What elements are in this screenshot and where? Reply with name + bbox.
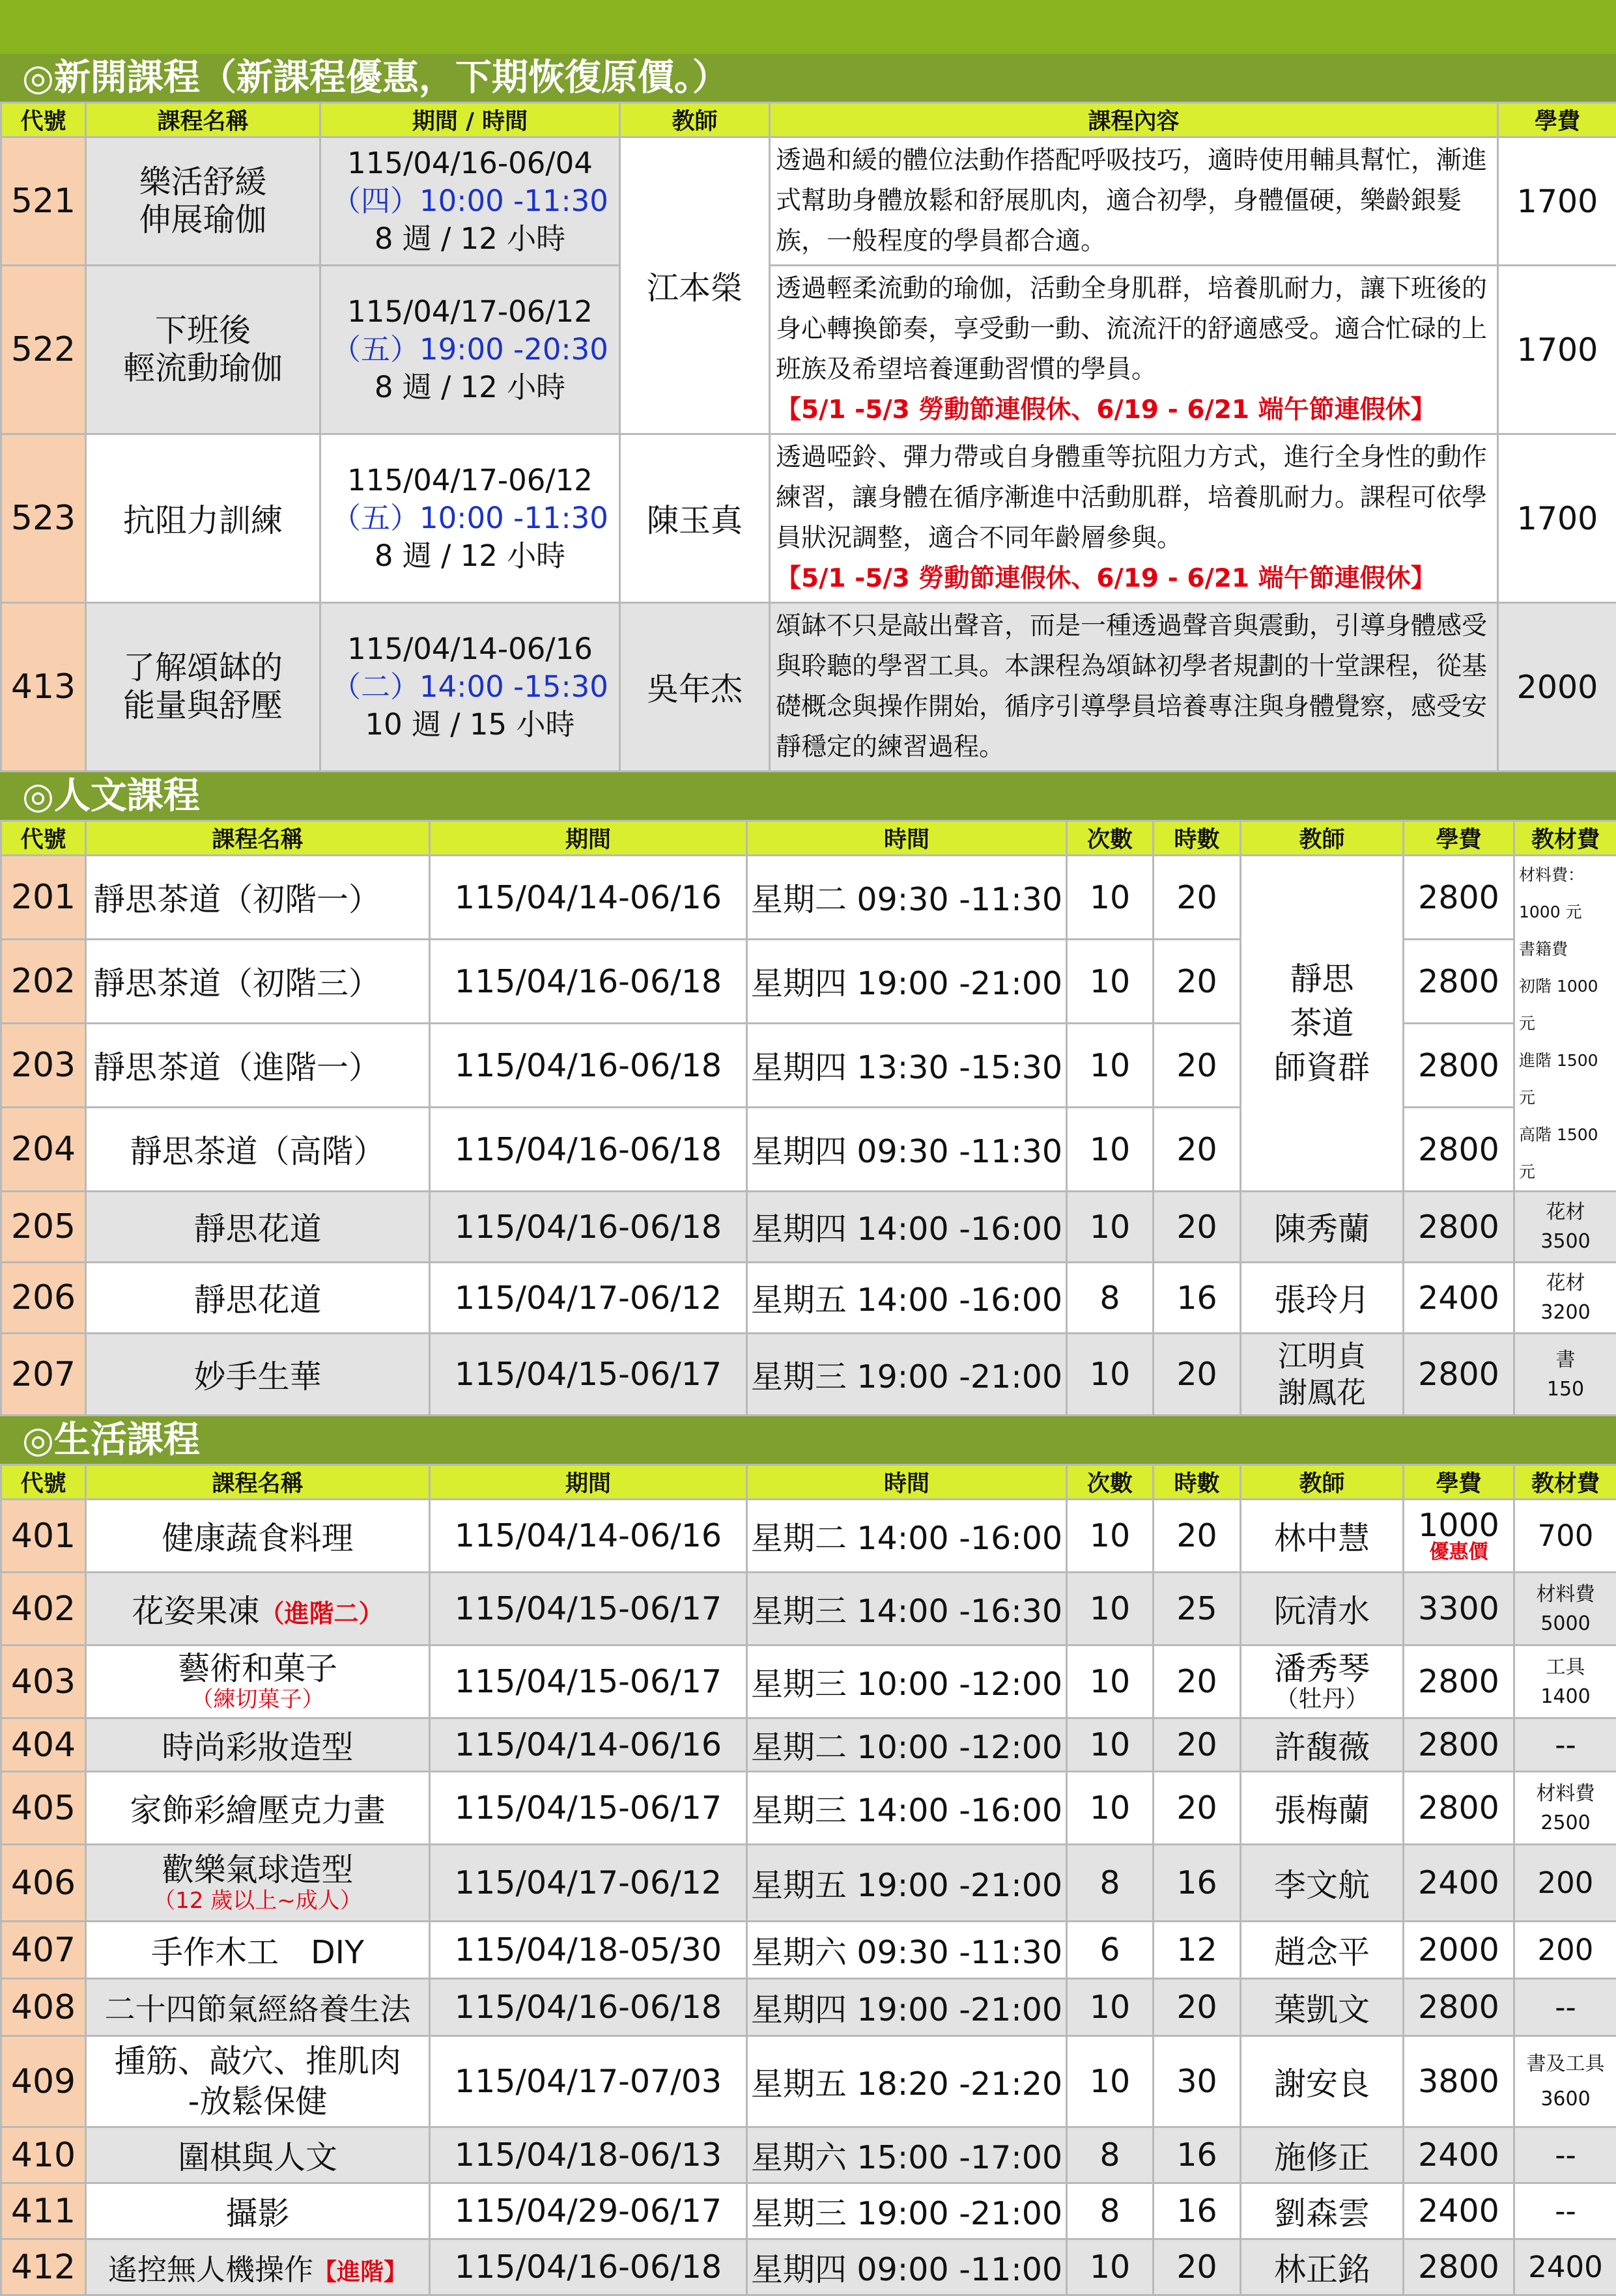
- course-name: 靜思茶道（高階）: [86, 1108, 430, 1192]
- course-period: 115/04/16-06/18: [430, 1108, 747, 1192]
- col-header: 時數: [1154, 1465, 1241, 1500]
- course-code: 404: [1, 1718, 86, 1772]
- course-teacher: 施修正: [1241, 2127, 1404, 2183]
- course-period: 115/04/15-06/17: [430, 1334, 747, 1416]
- col-header: 教材費: [1514, 821, 1616, 856]
- course-fee: 2400: [1404, 2183, 1514, 2239]
- course-fee: 3300: [1404, 1573, 1514, 1645]
- course-code: 413: [1, 603, 86, 772]
- course-fee: 2800: [1404, 1772, 1514, 1845]
- course-count: 6: [1067, 1922, 1154, 1979]
- course-time: 星期二 09:30 -11:30: [747, 856, 1067, 940]
- course-hours: 20: [1154, 1024, 1241, 1108]
- course-period: 115/04/18-05/30: [430, 1922, 747, 1979]
- course-period: 115/04/14-06/16: [430, 856, 747, 940]
- section-title-new: ◎新開課程（新課程優惠，下期恢復原價。）: [0, 54, 1616, 102]
- course-name: 手作木工 DIY: [86, 1922, 430, 1979]
- course-count: 10: [1067, 1979, 1154, 2036]
- table-row: [1, 434, 1616, 603]
- course-content: 透過和緩的體位法動作搭配呼吸技巧，適時使用輔具幫忙，漸進式幫助身體放鬆和舒展肌肉，適合初學，身體僵硬，樂齡銀髮族，一般程度的學員都合適。: [770, 137, 1498, 266]
- col-header: 代號: [1, 103, 86, 137]
- course-period: 115/04/16-06/18: [430, 1024, 747, 1108]
- course-count: 10: [1067, 1772, 1154, 1845]
- course-fee: 2800: [1404, 1108, 1514, 1192]
- course-period: 115/04/17-06/12 （五）10:00 -11:30 8 週 / 12 小時: [320, 434, 620, 603]
- course-hours: 20: [1154, 1772, 1241, 1845]
- course-code: 523: [1, 434, 86, 603]
- col-header: 課程內容: [770, 103, 1498, 137]
- course-count: 10: [1067, 1645, 1154, 1718]
- course-time: 星期三 14:00 -16:00: [747, 1772, 1067, 1845]
- table-row: [1, 856, 1616, 940]
- course-hours: 30: [1154, 2036, 1241, 2127]
- course-period: 115/04/15-06/17: [430, 1645, 747, 1718]
- course-period: 115/04/16-06/04 （四）10:00 -11:30 8 週 / 12 小時: [320, 137, 620, 266]
- course-material: 材料費 2500: [1514, 1772, 1616, 1845]
- course-name: 靜思茶道（初階一）: [86, 856, 430, 940]
- course-time: 星期三 14:00 -16:30: [747, 1573, 1067, 1645]
- col-header: 代號: [1, 1465, 86, 1500]
- course-count: 10: [1067, 1718, 1154, 1772]
- course-name: 二十四節氣經絡養生法: [86, 1979, 430, 2036]
- course-material: 材料費 5000: [1514, 1573, 1616, 1645]
- course-count: 8: [1067, 1263, 1154, 1334]
- course-hours: 16: [1154, 2127, 1241, 2183]
- course-time: 星期四 09:00 -11:00: [747, 2239, 1067, 2295]
- course-name: 靜思茶道（進階一）: [86, 1024, 430, 1108]
- course-name: 抗阻力訓練: [86, 434, 320, 603]
- col-header: 教師: [1241, 1465, 1404, 1500]
- course-time: 星期五 18:20 -21:20: [747, 2036, 1067, 2127]
- section-title-life: ◎生活課程: [0, 1416, 1616, 1464]
- course-material: 2400: [1514, 2239, 1616, 2295]
- course-code: 522: [1, 266, 86, 434]
- col-header: 期間: [430, 1465, 747, 1500]
- course-count: 10: [1067, 1192, 1154, 1263]
- course-code: 521: [1, 137, 86, 266]
- course-time: 星期六 09:30 -11:30: [747, 1922, 1067, 1979]
- course-fee: 2800: [1404, 1979, 1514, 2036]
- course-time: 星期五 19:00 -21:00: [747, 1845, 1067, 1922]
- table-row: [1, 1192, 1616, 1263]
- course-hours: 20: [1154, 856, 1241, 940]
- course-fee: 2800: [1404, 1024, 1514, 1108]
- course-hours: 12: [1154, 1922, 1241, 1979]
- course-code: 412: [1, 2239, 86, 2295]
- life-course-table: [0, 1464, 1616, 2296]
- course-fee: 3800: [1404, 2036, 1514, 2127]
- course-teacher: 吳年杰: [620, 603, 770, 772]
- course-hours: 20: [1154, 1645, 1241, 1718]
- course-hours: 20: [1154, 940, 1241, 1024]
- new-course-table: [0, 102, 1616, 772]
- course-teacher: 張玲月: [1241, 1263, 1404, 1334]
- humanities-course-table: [0, 820, 1616, 1416]
- course-time: 星期三 19:00 -21:00: [747, 1334, 1067, 1416]
- table-row: [1, 137, 1616, 266]
- course-count: 10: [1067, 1024, 1154, 1108]
- col-header: 期間: [430, 821, 747, 856]
- col-header: 教材費: [1514, 1465, 1616, 1500]
- course-fee: 2800: [1404, 856, 1514, 940]
- course-name: 時尚彩妝造型: [86, 1718, 430, 1772]
- course-period: 115/04/14-06/16 （二）14:00 -15:30 10 週 / 15 小時: [320, 603, 620, 772]
- col-header: 期間 / 時間: [320, 103, 620, 137]
- col-header: 次數: [1067, 1465, 1154, 1500]
- col-header: 次數: [1067, 821, 1154, 856]
- course-name: 攝影: [86, 2183, 430, 2239]
- course-fee: 2800: [1404, 1718, 1514, 1772]
- course-count: 10: [1067, 2036, 1154, 2127]
- course-name: 家飾彩繪壓克力畫: [86, 1772, 430, 1845]
- course-hours: 20: [1154, 1108, 1241, 1192]
- course-time: 星期四 09:30 -11:30: [747, 1108, 1067, 1192]
- course-code: 203: [1, 1024, 86, 1108]
- course-teacher: 許馥薇: [1241, 1718, 1404, 1772]
- course-hours: 16: [1154, 2183, 1241, 2239]
- course-code: 207: [1, 1334, 86, 1416]
- course-fee: 1700: [1498, 266, 1616, 434]
- course-fee: 2800: [1404, 1334, 1514, 1416]
- course-period: 115/04/18-06/13: [430, 2127, 747, 2183]
- course-material: 700: [1514, 1500, 1616, 1573]
- course-count: 10: [1067, 2239, 1154, 2295]
- course-period: 115/04/15-06/17: [430, 1772, 747, 1845]
- course-time: 星期四 19:00 -21:00: [747, 1979, 1067, 2036]
- course-content: 透過啞鈴、彈力帶或自身體重等抗阻力方式，進行全身性的動作練習，讓身體在循序漸進中活動肌群，培養肌耐力。課程可依學員狀況調整，適合不同年齡層參與。 【5/1 -5/3 勞動節連假休、6/19 - 6/21 端午節連假休】: [770, 434, 1498, 603]
- table-row: [1, 603, 1616, 772]
- col-header: 時間: [747, 1465, 1067, 1500]
- course-sheet: [0, 54, 1616, 2229]
- course-material: 200: [1514, 1922, 1616, 1979]
- course-name: 靜思茶道（初階三）: [86, 940, 430, 1024]
- course-code: 405: [1, 1772, 86, 1845]
- course-teacher: 潘秀琴 （牡丹）: [1241, 1645, 1404, 1718]
- table-row: [1, 1772, 1616, 1845]
- table-row: [1, 1645, 1616, 1718]
- course-material: --: [1514, 1718, 1616, 1772]
- table-row: [1, 1573, 1616, 1645]
- course-teacher: 靜思 茶道 師資群: [1241, 856, 1404, 1192]
- course-hours: 20: [1154, 1192, 1241, 1263]
- col-header: 學費: [1498, 103, 1616, 137]
- course-teacher: 葉凱文: [1241, 1979, 1404, 2036]
- course-material: --: [1514, 2127, 1616, 2183]
- course-name: 了解頌缽的 能量與舒壓: [86, 603, 320, 772]
- course-material: 書及工具 3600: [1514, 2036, 1616, 2127]
- course-code: 406: [1, 1845, 86, 1922]
- course-fee: 2400: [1404, 1263, 1514, 1334]
- course-period: 115/04/16-06/18: [430, 940, 747, 1024]
- course-fee: 2400: [1404, 1845, 1514, 1922]
- section-title-humanities: ◎人文課程: [0, 772, 1616, 820]
- course-fee: 1700: [1498, 434, 1616, 603]
- course-teacher: 阮清水: [1241, 1573, 1404, 1645]
- course-name: 揰筋、敲穴、推肌肉 -放鬆保健: [86, 2036, 430, 2127]
- course-name: 樂活舒緩 伸展瑜伽: [86, 137, 320, 266]
- course-code: 206: [1, 1263, 86, 1334]
- course-hours: 16: [1154, 1263, 1241, 1334]
- table-row: [1, 1979, 1616, 2036]
- course-teacher: 林正銘: [1241, 2239, 1404, 2295]
- course-count: 10: [1067, 856, 1154, 940]
- course-name: 圍棋與人文: [86, 2127, 430, 2183]
- course-count: 8: [1067, 2127, 1154, 2183]
- course-fee: 2400: [1404, 2127, 1514, 2183]
- table-header: [1, 1465, 1616, 1500]
- table-row: [1, 2127, 1616, 2183]
- col-header: 代號: [1, 821, 86, 856]
- col-header: 學費: [1404, 1465, 1514, 1500]
- course-hours: 20: [1154, 2239, 1241, 2295]
- course-period: 115/04/17-06/12 （五）19:00 -20:30 8 週 / 12 小時: [320, 266, 620, 434]
- col-header: 教師: [1241, 821, 1404, 856]
- course-period: 115/04/17-07/03: [430, 2036, 747, 2127]
- course-teacher: 陳玉真: [620, 434, 770, 603]
- course-count: 10: [1067, 940, 1154, 1024]
- course-hours: 20: [1154, 1718, 1241, 1772]
- course-time: 星期六 15:00 -17:00: [747, 2127, 1067, 2183]
- col-header: 學費: [1404, 821, 1514, 856]
- course-code: 410: [1, 2127, 86, 2183]
- course-hours: 20: [1154, 1334, 1241, 1416]
- table-row: [1, 1263, 1616, 1334]
- course-material: --: [1514, 1979, 1616, 2036]
- course-name: 靜思花道: [86, 1263, 430, 1334]
- course-code: 205: [1, 1192, 86, 1263]
- course-teacher: 謝安良: [1241, 2036, 1404, 2127]
- course-fee: 2800: [1404, 1645, 1514, 1718]
- table-header: [1, 821, 1616, 856]
- course-hours: 16: [1154, 1845, 1241, 1922]
- course-period: 115/04/16-06/18: [430, 2239, 747, 2295]
- course-teacher: 江本榮: [620, 137, 770, 434]
- course-fee: 2800: [1404, 940, 1514, 1024]
- course-material: --: [1514, 2183, 1616, 2239]
- course-fee: 2800: [1404, 1192, 1514, 1263]
- course-material: 書 150: [1514, 1334, 1616, 1416]
- course-hours: 20: [1154, 1500, 1241, 1573]
- course-time: 星期四 13:30 -15:30: [747, 1024, 1067, 1108]
- course-code: 407: [1, 1922, 86, 1979]
- course-code: 201: [1, 856, 86, 940]
- table-row: [1, 1334, 1616, 1416]
- course-fee: 1000 優惠價: [1404, 1500, 1514, 1573]
- course-content: 頌缽不只是敲出聲音，而是一種透過聲音與震動，引導身體感受與聆聽的學習工具。本課程為頌缽初學者規劃的十堂課程，從基礎概念與操作開始，循序引導學員培養專注與身體覺察，感受安靜穩定的練習過程。: [770, 603, 1498, 772]
- course-count: 10: [1067, 1108, 1154, 1192]
- course-count: 10: [1067, 1573, 1154, 1645]
- course-time: 星期二 14:00 -16:00: [747, 1500, 1067, 1573]
- course-hours: 20: [1154, 1979, 1241, 2036]
- table-row: [1, 1922, 1616, 1979]
- course-name: 遙控無人機操作【進階】: [86, 2239, 430, 2295]
- course-name: 花姿果凍（進階二）: [86, 1573, 430, 1645]
- course-hours: 25: [1154, 1573, 1241, 1645]
- course-time: 星期二 10:00 -12:00: [747, 1718, 1067, 1772]
- course-code: 411: [1, 2183, 86, 2239]
- course-code: 408: [1, 1979, 86, 2036]
- course-code: 409: [1, 2036, 86, 2127]
- course-time: 星期四 19:00 -21:00: [747, 940, 1067, 1024]
- table-row: [1, 1718, 1616, 1772]
- table-row: [1, 266, 1616, 434]
- course-count: 10: [1067, 1500, 1154, 1573]
- course-count: 10: [1067, 1334, 1154, 1416]
- course-time: 星期三 19:00 -21:00: [747, 2183, 1067, 2239]
- course-teacher: 趙念平: [1241, 1922, 1404, 1979]
- course-code: 403: [1, 1645, 86, 1718]
- col-header: 時間: [747, 821, 1067, 856]
- course-name: 靜思花道: [86, 1192, 430, 1263]
- course-code: 402: [1, 1573, 86, 1645]
- table-header: [1, 103, 1616, 137]
- course-count: 8: [1067, 2183, 1154, 2239]
- course-teacher: 林中慧: [1241, 1500, 1404, 1573]
- course-teacher: 李文航: [1241, 1845, 1404, 1922]
- course-teacher: 陳秀蘭: [1241, 1192, 1404, 1263]
- course-period: 115/04/17-06/12: [430, 1845, 747, 1922]
- course-period: 115/04/17-06/12: [430, 1263, 747, 1334]
- course-name: 下班後 輕流動瑜伽: [86, 266, 320, 434]
- course-period: 115/04/16-06/18: [430, 1192, 747, 1263]
- course-name: 健康蔬食料理: [86, 1500, 430, 1573]
- course-count: 8: [1067, 1845, 1154, 1922]
- course-material: 花材 3200: [1514, 1263, 1616, 1334]
- course-time: 星期五 14:00 -16:00: [747, 1263, 1067, 1334]
- course-fee: 2000: [1498, 603, 1616, 772]
- course-name: 歡樂氣球造型 （12 歲以上~成人）: [86, 1845, 430, 1922]
- course-material: 200: [1514, 1845, 1616, 1922]
- course-code: 202: [1, 940, 86, 1024]
- col-header: 教師: [620, 103, 770, 137]
- course-material: 材料費： 1000 元 書籍費 初階 1000 元 進階 1500 元 高階 1500 元: [1514, 856, 1616, 1192]
- col-header: 時數: [1154, 821, 1241, 856]
- course-teacher: 江明貞 謝鳳花: [1241, 1334, 1404, 1416]
- table-row: [1, 2036, 1616, 2127]
- course-period: 115/04/14-06/16: [430, 1500, 747, 1573]
- course-fee: 2800: [1404, 2239, 1514, 2295]
- course-content: 透過輕柔流動的瑜伽，活動全身肌群，培養肌耐力，讓下班後的身心轉換節奏，享受動一動、流流汗的舒適感受。適合忙碌的上班族及希望培養運動習慣的學員。 【5/1 -5/3 勞動節連假休、6/19 - 6/21 端午節連假休】: [770, 266, 1498, 434]
- col-header: 課程名稱: [86, 103, 320, 137]
- table-row: [1, 1845, 1616, 1922]
- course-period: 115/04/15-06/17: [430, 1573, 747, 1645]
- col-header: 課程名稱: [86, 821, 430, 856]
- course-material: 花材 3500: [1514, 1192, 1616, 1263]
- course-fee: 2000: [1404, 1922, 1514, 1979]
- course-material: 工具 1400: [1514, 1645, 1616, 1718]
- col-header: 課程名稱: [86, 1465, 430, 1500]
- table-row: [1, 1500, 1616, 1573]
- course-teacher: 張梅蘭: [1241, 1772, 1404, 1845]
- course-time: 星期三 10:00 -12:00: [747, 1645, 1067, 1718]
- course-name: 藝術和菓子 （練切菓子）: [86, 1645, 430, 1718]
- course-code: 204: [1, 1108, 86, 1192]
- course-period: 115/04/29-06/17: [430, 2183, 747, 2239]
- course-time: 星期四 14:00 -16:00: [747, 1192, 1067, 1263]
- course-teacher: 劉森雲: [1241, 2183, 1404, 2239]
- table-row: [1, 2239, 1616, 2295]
- course-name: 妙手生華: [86, 1334, 430, 1416]
- course-code: 401: [1, 1500, 86, 1573]
- course-period: 115/04/14-06/16: [430, 1718, 747, 1772]
- course-fee: 1700: [1498, 137, 1616, 266]
- course-period: 115/04/16-06/18: [430, 1979, 747, 2036]
- table-row: [1, 2183, 1616, 2239]
